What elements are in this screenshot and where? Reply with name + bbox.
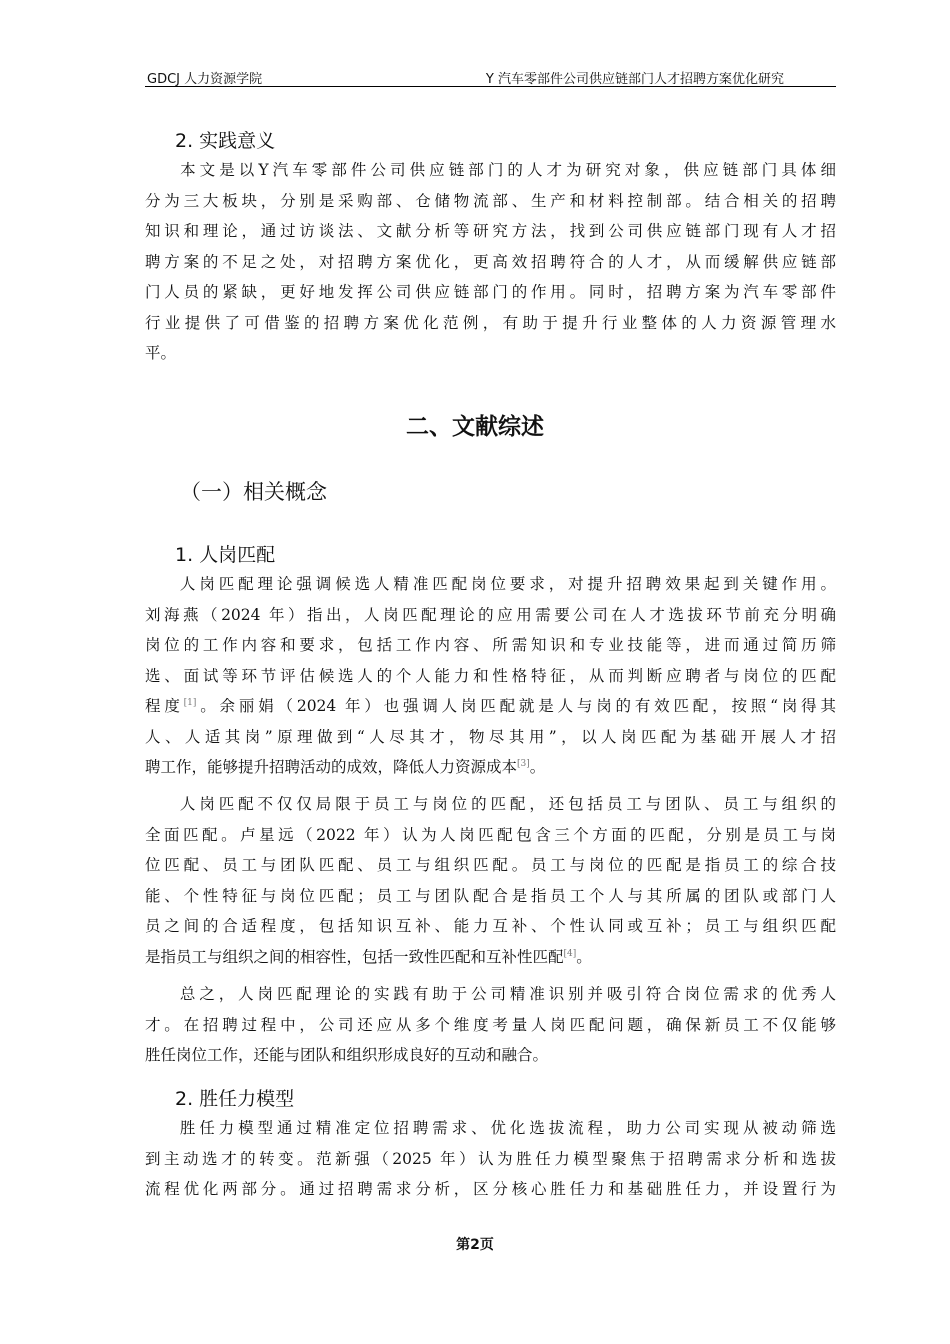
subsection-title: （一）相关概念 [180, 480, 327, 504]
text-line: 能、个性特征与岗位匹配；员工与团队配合是指员工个人与其所属的团队或部门人 [145, 886, 836, 905]
paragraph-practical [145, 155, 836, 369]
text-line: 人岗匹配理论强调候选人精准匹配岗位要求，对提升招聘效果起到关键作用。 [176, 575, 836, 593]
paragraph-matching-3 [145, 979, 836, 1071]
section-heading-practical: 2. 实践意义 [175, 130, 276, 152]
text-line: 本文是以Y汽车零部件公司供应链部门的人才为研究对象，供应链部门具体细 [176, 161, 836, 179]
text-line: 行业提供了可借鉴的招聘方案优化范例，有助于提升行业整体的人力资源管理水 [145, 313, 836, 332]
text-line: 分为三大板块，分别是采购部、仓储物流部、生产和材料控制部。结合相关的招聘 [145, 191, 836, 210]
section-heading-matching: 1. 人岗匹配 [175, 544, 276, 566]
text-line: 位匹配、员工与团队匹配、员工与组织匹配。员工与岗位的匹配是指员工的综合技 [145, 856, 836, 874]
section-heading-competency: 2. 胜任力模型 [175, 1088, 295, 1110]
text-line: 岗位的工作内容和要求，包括工作内容、所需知识和专业技能等，进而通过简历筛 [145, 636, 836, 654]
text-line: 胜任岗位工作，还能与团队和组织形成良好的互动和融合。 [145, 1046, 549, 1064]
page-number: 第2页 [456, 1237, 494, 1253]
text-line: 聘工作，能够提升招聘活动的成效，降低人力资源成本[3]。 [145, 758, 546, 776]
text-line: 才。在招聘过程中，公司还应从多个维度考量人岗匹配问题，确保新员工不仅能够 [145, 1015, 836, 1034]
citation-ref[interactable]: [3] [517, 758, 530, 769]
text-line: 程度[1]。余丽娟（2024 年）也强调人岗匹配就是人与岗的有效匹配，按照“岗得其 [145, 697, 836, 715]
text-line: 门人员的紧缺，更好地发挥公司供应链部门的作用。同时，招聘方案为汽车零部件 [145, 283, 836, 301]
text-line: 刘海燕（2024 年）指出，人岗匹配理论的应用需要公司在人才选拔环节前充分明确 [145, 605, 836, 624]
header-thesis-title: Y 汽车零部件公司供应链部门人才招聘方案优化研究 [485, 72, 784, 87]
text-line: 人、人适其岗”原理做到“人尽其才，物尽其用”，以人岗匹配为基础开展人才招 [145, 727, 836, 746]
paragraph-matching-1 [145, 569, 836, 783]
text-line: 人岗匹配不仅仅局限于员工与岗位的匹配，还包括员工与团队、员工与组织的 [176, 795, 836, 813]
paragraph-competency [145, 1113, 836, 1205]
paragraph-matching-2 [145, 789, 836, 972]
text-line: 总之，人岗匹配理论的实践有助于公司精准识别并吸引符合岗位需求的优秀人 [176, 985, 836, 1003]
citation-ref[interactable]: [1] [183, 697, 197, 708]
header-institution: GDCJ 人力资源学院 [147, 72, 263, 87]
chapter-title: 二、文献综述 [406, 414, 544, 440]
text-line: 聘方案的不足之处，对招聘方案优化，更高效招聘符合的人才，从而缓解供应链部 [145, 252, 836, 271]
text-line: 全面匹配。卢星远（2022 年）认为人岗匹配包含三个方面的匹配，分别是员工与岗 [145, 825, 836, 844]
text-line: 胜任力模型通过精准定位招聘需求、优化选拔流程，助力公司实现从被动筛选 [176, 1119, 836, 1137]
text-line: 选、面试等环节评估候选人的个人能力和性格特征，从而判断应聘者与岗位的匹配 [145, 666, 836, 685]
text-line: 流程优化两部分。通过招聘需求分析，区分核心胜任力和基础胜任力，并设置行为 [145, 1180, 836, 1198]
citation-ref[interactable]: [4] [563, 948, 577, 959]
text-line: 到主动选才的转变。范新强（2025 年）认为胜任力模型聚焦于招聘需求分析和选拔 [145, 1149, 836, 1168]
text-line: 员之间的合适程度，包括知识互补、能力互补、个性认同或互补；员工与组织匹配 [145, 917, 836, 935]
text-line: 知识和理论，通过访谈法、文献分析等研究方法，找到公司供应链部门现有人才招 [145, 222, 836, 240]
text-line: 是指员工与组织之间的相容性，包括一致性匹配和互补性匹配[4]。 [145, 947, 592, 966]
page-header [145, 66, 836, 87]
text-line: 平。 [145, 344, 177, 362]
